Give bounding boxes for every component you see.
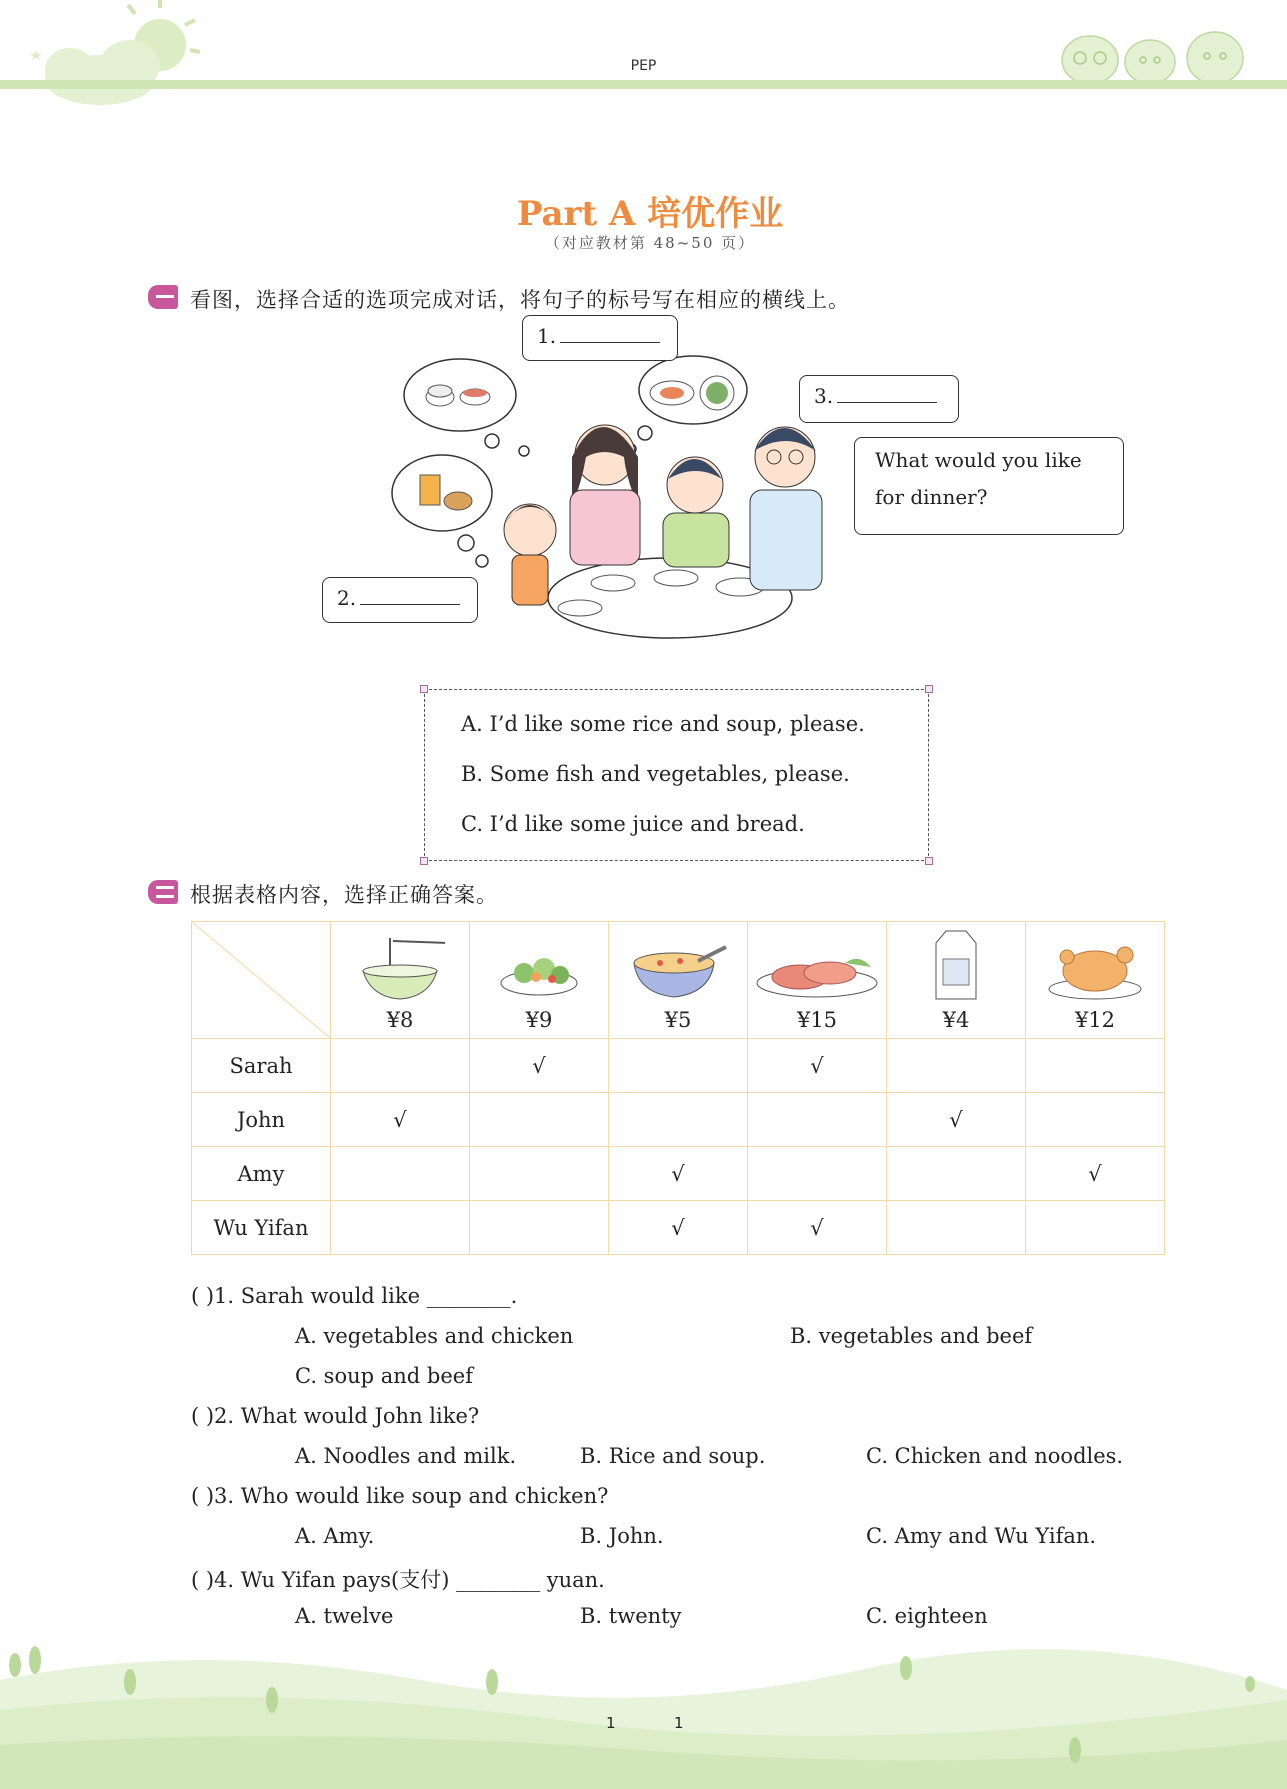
check-mark: √ <box>331 1093 470 1147</box>
question-1-option-b: B. vegetables and beef <box>790 1324 1033 1348</box>
check-mark: √ <box>748 1039 887 1093</box>
menu-item <box>748 922 887 1039</box>
page-number-left: 1 <box>606 1714 616 1732</box>
question-1-option-c: C. soup and beef <box>295 1364 473 1388</box>
row-name: Wu Yifan <box>192 1201 331 1255</box>
question-3-option-b: B. John. <box>580 1524 664 1548</box>
menu-item <box>1026 922 1165 1039</box>
milk-icon <box>921 923 991 1003</box>
question-3: ( )3. Who would like soup and chicken? <box>191 1484 609 1508</box>
question-3-option-a: A. Amy. <box>295 1524 375 1548</box>
question-4-option-b: B. twenty <box>580 1604 682 1628</box>
section-one-badge <box>148 285 178 309</box>
header-animals-decoration <box>1055 20 1255 85</box>
price: ¥15 <box>796 1008 838 1032</box>
table-row <box>192 1093 1165 1147</box>
question-2-option-c: C. Chicken and noodles. <box>866 1444 1124 1468</box>
table-row <box>192 1201 1165 1255</box>
question-2-option-a: A. Noodles and milk. <box>295 1444 517 1468</box>
corner-cell <box>192 922 331 1039</box>
chicken-icon <box>1045 933 1145 1003</box>
check-mark: √ <box>887 1093 1026 1147</box>
question-2-option-b: B. Rice and soup. <box>580 1444 766 1468</box>
page-number-right: 1 <box>674 1714 684 1732</box>
price: ¥5 <box>664 1008 692 1032</box>
blank-number: 1. <box>537 324 557 348</box>
page-title: Part A 培优作业 <box>516 194 784 234</box>
section-two-badge <box>148 880 178 904</box>
table-row <box>192 1147 1165 1201</box>
question-4-option-a: A. twelve <box>295 1604 394 1628</box>
menu-item <box>331 922 470 1039</box>
row-name: Amy <box>192 1147 331 1201</box>
blank-number: 2. <box>337 586 357 610</box>
beef-icon <box>755 933 879 1003</box>
price: ¥9 <box>525 1008 553 1032</box>
check-mark: √ <box>748 1201 887 1255</box>
speech-bubble-blank-2 <box>322 577 478 623</box>
table-row <box>192 1039 1165 1093</box>
soup-icon <box>628 933 728 1003</box>
question-2: ( )2. What would John like? <box>191 1404 480 1428</box>
option-b: B. Some fish and vegetables, please. <box>461 762 850 786</box>
options-box <box>424 689 929 861</box>
question-4-option-c: C. eighteen <box>866 1604 988 1628</box>
header-cloud-sun-decoration <box>0 0 200 110</box>
price: ¥4 <box>942 1008 970 1032</box>
option-c: C. I’d like some juice and bread. <box>461 812 805 836</box>
row-name: John <box>192 1093 331 1147</box>
check-mark: √ <box>1026 1147 1165 1201</box>
speech-bubble-blank-1 <box>522 315 678 361</box>
menu-item <box>609 922 748 1039</box>
price: ¥8 <box>386 1008 414 1032</box>
speech-bubble-blank-3 <box>799 375 959 423</box>
menu-table <box>191 921 1165 1255</box>
section-one-instruction: 看图，选择合适的选项完成对话，将句子的标号写在相应的横线上。 <box>190 288 850 312</box>
salad-icon <box>494 933 584 1003</box>
question-1-option-a: A. vegetables and chicken <box>295 1324 574 1348</box>
noodles-icon <box>355 933 445 1003</box>
header-band <box>0 80 1287 89</box>
menu-item <box>887 922 1026 1039</box>
check-mark: √ <box>470 1039 609 1093</box>
speech-bubble-question <box>854 437 1124 535</box>
question-4: ( )4. Wu Yifan pays(支付) ________ yuan. <box>191 1568 605 1592</box>
question-line-1: What would you like <box>875 448 1082 472</box>
question-line-2: for dinner? <box>875 485 988 509</box>
question-1: ( )1. Sarah would like ________. <box>191 1284 518 1308</box>
price: ¥12 <box>1074 1008 1116 1032</box>
blank-number: 3. <box>814 384 834 408</box>
option-a: A. I’d like some rice and soup, please. <box>461 712 865 736</box>
footer-hills-decoration <box>0 1640 1287 1789</box>
check-mark: √ <box>609 1147 748 1201</box>
page-subtitle: （对应教材第 48~50 页） <box>544 234 756 252</box>
row-name: Sarah <box>192 1039 331 1093</box>
answer-line[interactable] <box>560 326 660 343</box>
check-mark: √ <box>609 1201 748 1255</box>
question-3-option-c: C. Amy and Wu Yifan. <box>866 1524 1097 1548</box>
header-label: PEP <box>630 58 657 74</box>
answer-line[interactable] <box>360 588 460 605</box>
menu-item <box>470 922 609 1039</box>
section-two-instruction: 根据表格内容，选择正确答案。 <box>190 883 498 907</box>
answer-line[interactable] <box>837 386 937 403</box>
